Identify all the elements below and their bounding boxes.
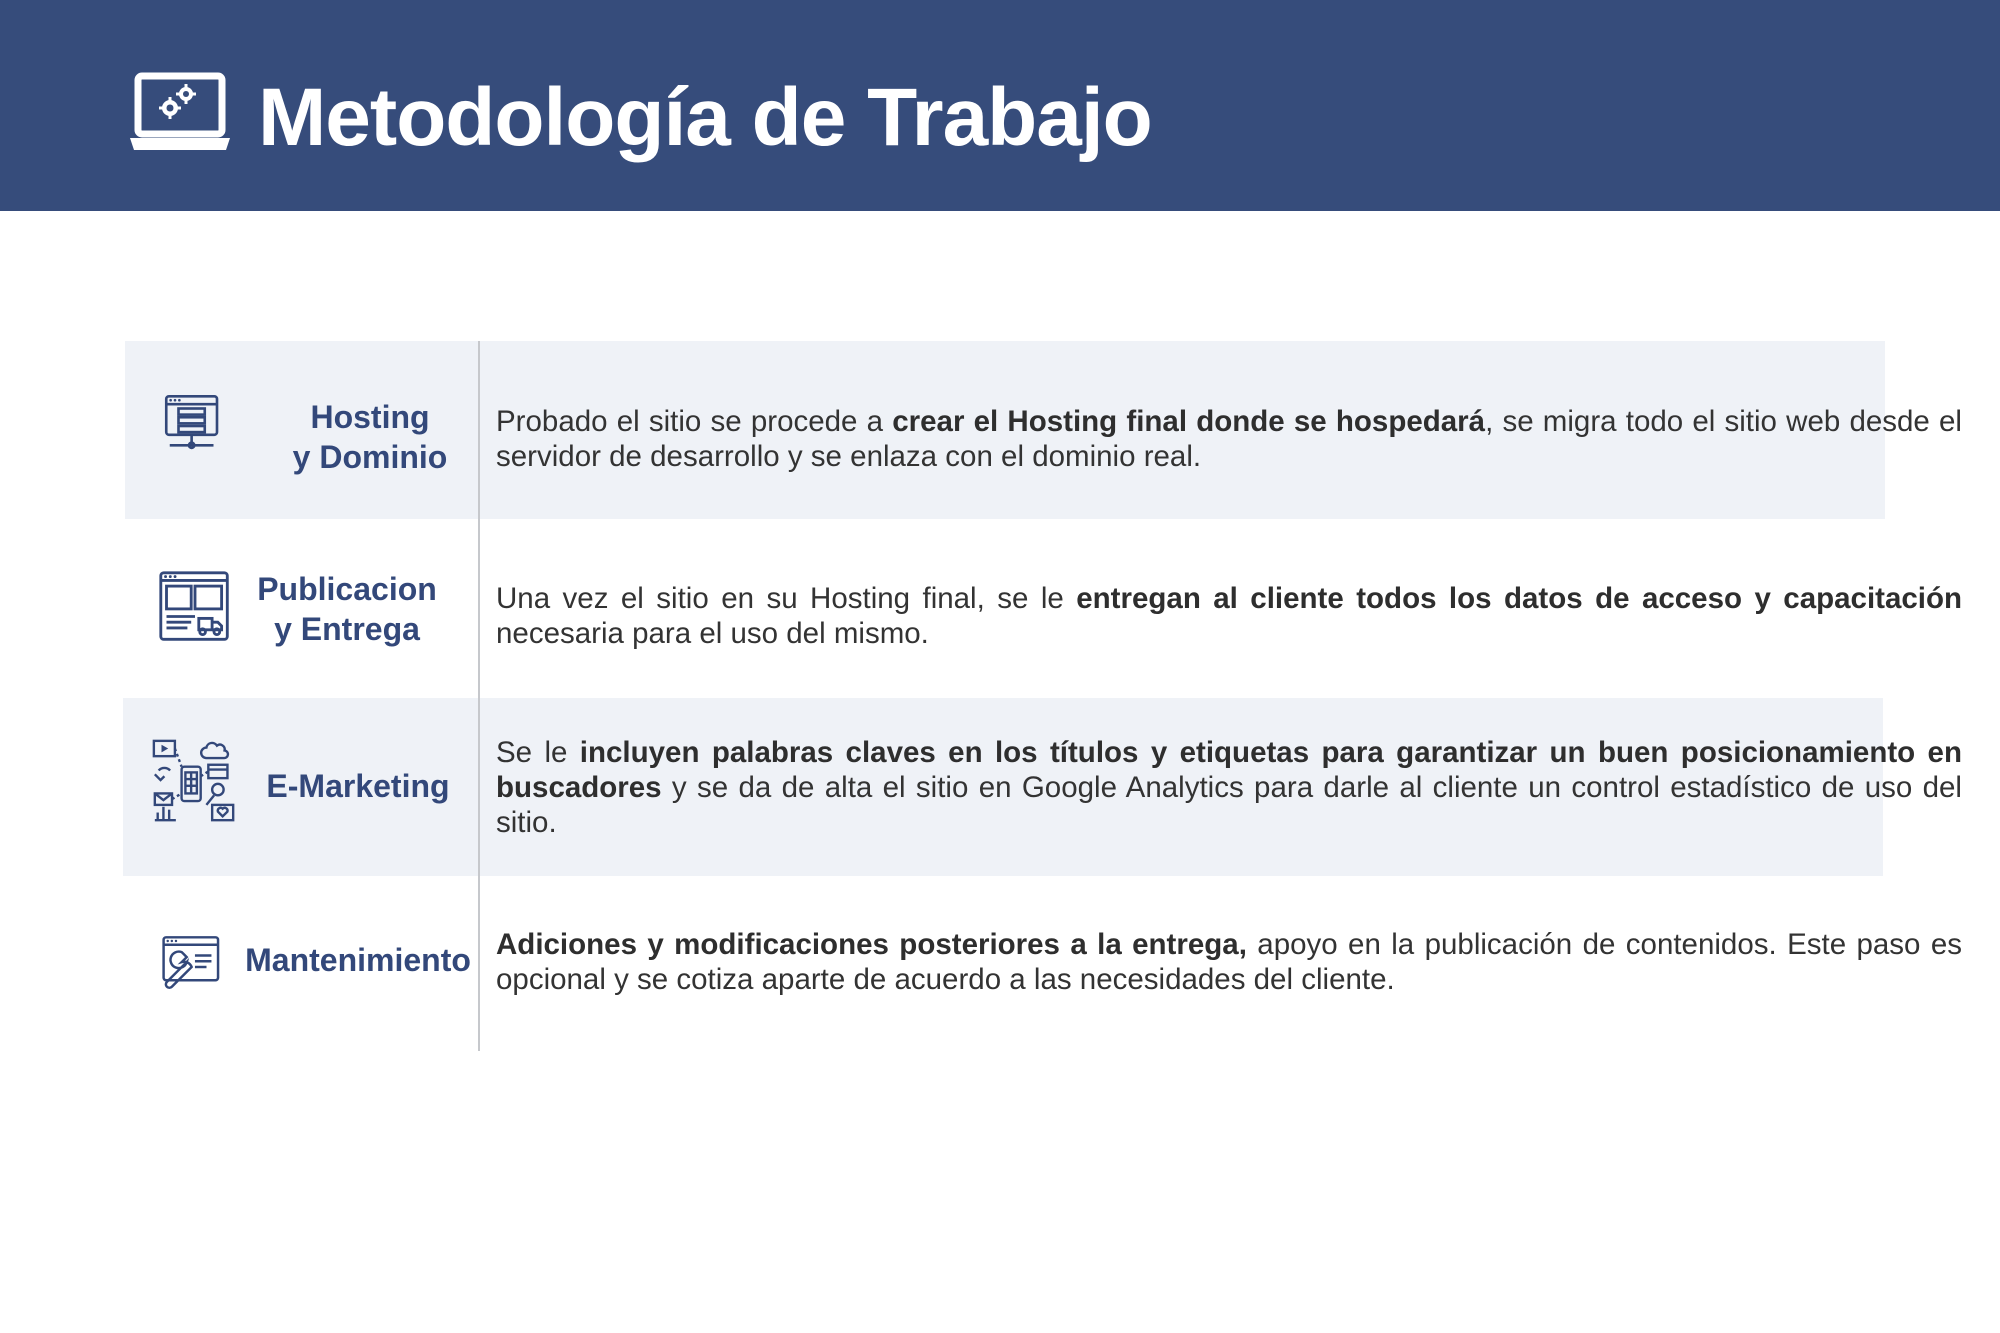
server-icon	[161, 391, 231, 461]
desc-bold: crear el Hosting final donde se hospedará	[892, 405, 1486, 438]
desc-text: apoyo en la publicación de contenidos. Este paso es opcional y se cotiza aparte de acuerdo a las necesidades del cliente.	[496, 928, 1962, 996]
row-label	[242, 569, 452, 649]
table-row	[125, 341, 1962, 519]
table-row	[125, 876, 1962, 1054]
desc-bold: incluyen palabras claves en los títulos y etiquetas para garantizar un buen posicionamiento en buscadores	[496, 736, 1962, 804]
desc-text: necesaria para el uso del mismo.	[496, 617, 929, 650]
table-row	[123, 698, 1962, 876]
browser-delivery-icon	[157, 569, 233, 645]
row-label-line1: Publicacion	[257, 571, 437, 607]
row-description	[496, 404, 1962, 474]
desc-text: Se le	[496, 736, 580, 769]
page-title: Metodología de Trabajo	[258, 72, 1152, 163]
desc-bold: Adiciones y modificaciones posteriores a la entrega,	[496, 928, 1247, 961]
row-label-line1: Hosting	[310, 399, 430, 435]
desc-text: y se da de alta el sitio en Google Analytics para darle al cliente un control estadístico de uso del sitio.	[496, 771, 1962, 839]
row-description	[496, 735, 1962, 840]
row-label-line2: y Dominio	[292, 439, 448, 475]
page-header	[0, 0, 2000, 211]
desc-text: , se migra todo el sitio web desde el servidor de desarrollo y se enlaza con el dominio real.	[496, 405, 1962, 473]
row-label-line2: y Entrega	[274, 611, 420, 647]
digital-marketing-icon	[151, 738, 237, 824]
row-label	[270, 397, 470, 477]
laptop-gears-icon	[128, 72, 232, 154]
browser-wrench-icon	[157, 934, 223, 1000]
row-label	[258, 766, 458, 806]
row-label-line1: Mantenimiento	[245, 942, 471, 978]
row-description	[496, 581, 1962, 651]
row-description	[496, 927, 1962, 997]
row-label-line1: E-Marketing	[266, 768, 450, 804]
row-label	[238, 940, 478, 980]
table-row	[125, 519, 1963, 697]
desc-text: Una vez el sitio en su Hosting final, se le	[496, 582, 1077, 615]
column-divider	[478, 341, 480, 1051]
desc-text: Probado el sitio se procede a	[496, 405, 893, 438]
desc-bold: entregan al cliente todos los datos de acceso y capacitación	[1076, 582, 1963, 615]
